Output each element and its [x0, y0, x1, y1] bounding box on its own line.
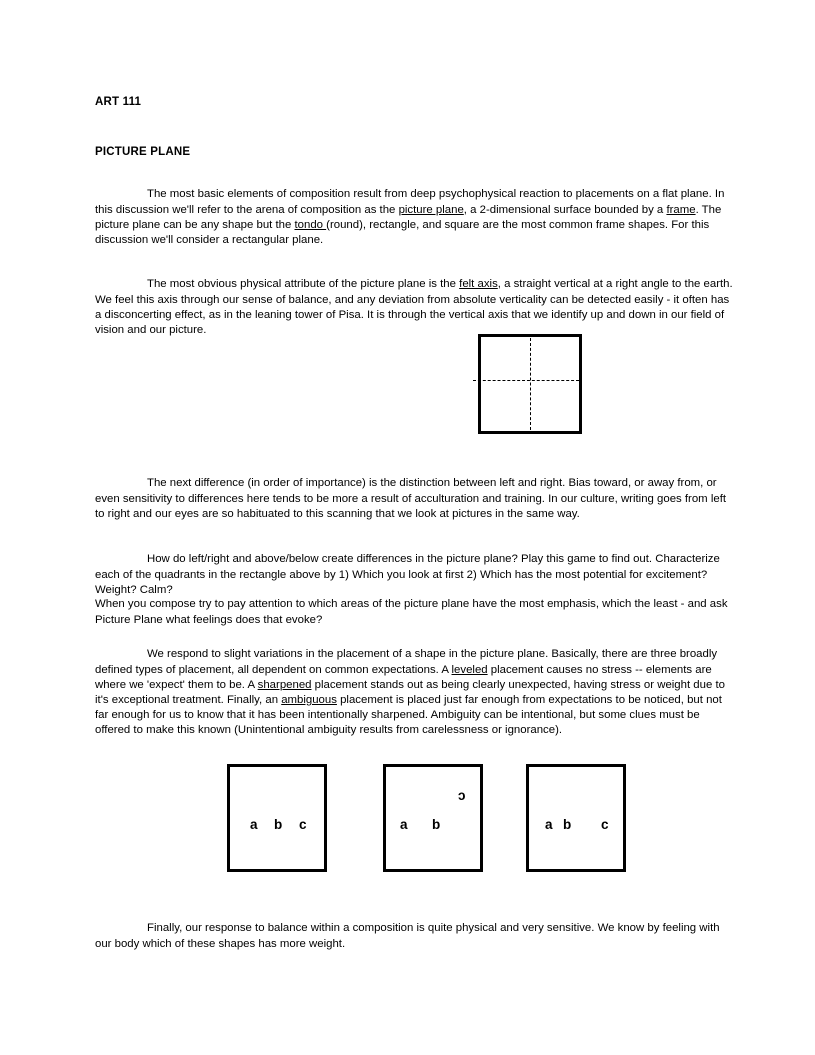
- placement-box-ambiguous: [383, 764, 483, 872]
- term-frame: frame: [666, 203, 696, 216]
- term-ambiguous: ambiguous: [281, 694, 337, 706]
- p1-segment-3: . The picture plane can be any shape but the: [95, 203, 722, 231]
- p5-text: When you compose try to pay attention to which areas of the picture plane have the most emphasis, which the least - and ask Picture Plane what feelings does that evoke?: [95, 598, 728, 626]
- term-sharpened: sharpened: [257, 678, 312, 691]
- glyph-b: b: [274, 817, 283, 832]
- p7-text: Finally, our response to balance within a composition is quite physical and very sensitive. We know by feeling with our body which of these shapes has more weight.: [95, 922, 720, 950]
- paragraph-placement-types: [95, 647, 736, 738]
- p4-text: How do left/right and above/below create differences in the picture plane? Play this game to find out. Characterize each of the quadrants in the rectangle above by 1) Which you look at first 2) Which has the most potential for excitement? Weight? Calm?: [95, 553, 720, 596]
- term-picture-plane: picture plane: [398, 203, 464, 216]
- term-tondo: tondo: [294, 218, 327, 231]
- placement-box-sharpened: [526, 764, 626, 872]
- p6-segment-1: We respond to slight variations in the placement of a shape in the picture plane. Basically, there are three broadly defined types of placement, all dependent on common expectations. A: [95, 648, 718, 676]
- p6-segment-3: placement stands out as being clearly unexpected, having stress or weight due to it's exceptional treatment. Finally, an: [95, 678, 725, 706]
- glyph-a: a: [545, 817, 553, 832]
- p1-segment-2: , a 2-dimensional surface bounded by a: [463, 203, 667, 216]
- glyph-a: a: [250, 817, 258, 832]
- figure-placement-examples: [95, 764, 736, 874]
- horizontal-axis-dashed-line: [473, 380, 579, 381]
- paragraph-compose-attention: [95, 597, 736, 627]
- course-heading: ART 111: [95, 96, 142, 108]
- paragraph-balance-conclusion: [95, 921, 736, 951]
- page-title: PICTURE PLANE: [95, 146, 191, 158]
- paragraph-felt-axis: [95, 277, 736, 338]
- glyph-a: a: [400, 817, 408, 832]
- vertical-felt-axis-dashed-line: [530, 338, 531, 430]
- p2-segment-1: The most obvious physical attribute of the picture plane is the: [147, 278, 460, 291]
- placement-box-leveled: [227, 764, 327, 872]
- glyph-c: c: [299, 817, 307, 832]
- p1-segment-4: (round), rectangle, and square are the most common frame shapes. For this discussion we'll consider a rectangular plane.: [95, 218, 710, 246]
- glyph-b: b: [563, 817, 572, 832]
- paragraph-quadrant-game: [95, 552, 736, 598]
- figure-quadrant-square: [478, 334, 582, 434]
- p1-segment-1: The most basic elements of composition result from deep psychophysical reaction to placements on a flat plane. In this discussion we'll refer to the arena of composition as the: [95, 188, 725, 216]
- paragraph-left-right: [95, 476, 736, 522]
- p6-segment-4: placement is placed just far enough from expectations to be noticed, but not far enough for us to know that it has been intentionally sharpened. Ambiguity can be intentional, but some clues must be offered to make this known (Unintentional ambiguity results from carelessness or ignorance).: [95, 694, 722, 737]
- p6-segment-2: placement causes no stress -- elements are where we 'expect' them to be. A: [95, 663, 712, 691]
- glyph-c-rotated: c: [458, 789, 466, 805]
- term-felt-axis: felt axis: [459, 278, 498, 291]
- p2-segment-2: , a straight vertical at a right angle to the earth. We feel this axis through our sense of balance, and any deviation from absolute verticality can be detected easily - it often has a disconcerting effect, as in the leaning tower of Pisa. It is through the vertical axis that we identify up and down in our field of vision and our picture.: [95, 278, 733, 336]
- glyph-b: b: [432, 817, 441, 832]
- paragraph-picture-plane-intro: [95, 187, 736, 248]
- p3-text: The next difference (in order of importance) is the distinction between left and right. Bias toward, or away from, or even sensitivity to differences here tends to be more a result of acculturation and training. In our culture, writing goes from left to right and our eyes are so habituated to this scanning that we look at pictures in the same way.: [95, 477, 727, 520]
- glyph-c: c: [601, 817, 609, 832]
- term-leveled: leveled: [451, 663, 488, 676]
